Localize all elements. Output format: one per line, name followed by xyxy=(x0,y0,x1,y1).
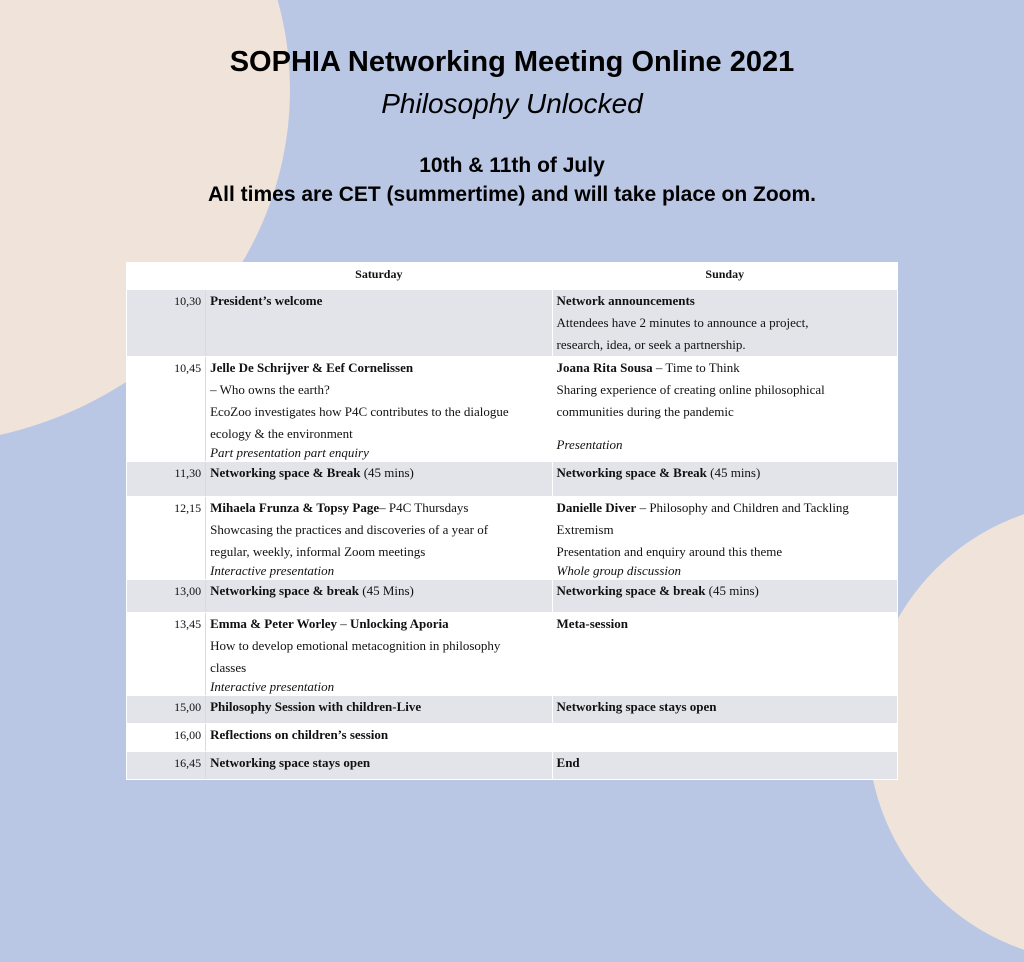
event-dates: 10th & 11th of July xyxy=(419,154,605,177)
table-row xyxy=(127,613,898,696)
sunday-cell xyxy=(552,462,897,497)
session-format: Part presentation part enquiry xyxy=(210,445,369,460)
session-duration: (45 mins) xyxy=(705,583,759,598)
session-presenters: Jelle De Schrijver & Eef Cornelissen xyxy=(210,360,414,375)
session-description: Attendees have 2 minutes to announce a project, xyxy=(556,315,809,330)
time-cell: 16,00 xyxy=(127,724,206,752)
session-description: research, idea, or seek a partnership. xyxy=(556,337,746,352)
sunday-cell xyxy=(552,613,897,696)
session-title: Unlocking Aporia xyxy=(350,616,449,631)
session-format: Interactive presentation xyxy=(210,679,335,694)
session-presenters: Emma & Peter Worley xyxy=(210,616,338,631)
saturday-cell xyxy=(206,752,552,780)
table-row xyxy=(127,580,898,613)
session-title: Philosophy Session with children-Live xyxy=(210,699,422,714)
sunday-cell xyxy=(552,580,897,613)
session-title: Networking space stays open xyxy=(556,699,717,714)
session-duration: (45 mins) xyxy=(706,465,761,480)
session-description: regular, weekly, informal Zoom meetings xyxy=(210,544,426,559)
session-presenters: Joana Rita Sousa xyxy=(556,360,653,375)
session-title: Meta-session xyxy=(556,616,629,631)
session-title: – P4C Thursdays xyxy=(379,500,469,515)
session-title: Extremism xyxy=(556,522,614,537)
session-description: Showcasing the practices and discoveries of a year of xyxy=(210,522,489,537)
session-separator: – xyxy=(337,616,351,631)
time-cell: 13,00 xyxy=(127,580,206,613)
schedule-table xyxy=(126,262,898,780)
table-row xyxy=(127,462,898,497)
time-cell: 15,00 xyxy=(127,696,206,724)
table-row xyxy=(127,357,898,462)
time-cell: 13,45 xyxy=(127,613,206,696)
table-row xyxy=(127,752,898,780)
page-subtitle: Philosophy Unlocked xyxy=(381,88,643,119)
session-title: Networking space & Break xyxy=(556,465,707,480)
session-title: End xyxy=(556,755,580,770)
session-title: Networking space & break xyxy=(210,583,359,598)
session-title: Networking space & break xyxy=(556,583,706,598)
saturday-cell xyxy=(206,290,552,357)
time-cell: 10,45 xyxy=(127,357,206,462)
session-title: Network announcements xyxy=(556,293,695,308)
session-description: classes xyxy=(210,660,247,675)
sunday-cell xyxy=(552,696,897,724)
saturday-cell xyxy=(206,580,552,613)
session-description: Sharing experience of creating online philosophical xyxy=(556,382,825,397)
session-duration: (45 Mins) xyxy=(358,583,414,598)
schedule-header-row xyxy=(127,263,898,290)
session-title: Reflections on children’s session xyxy=(210,727,389,742)
saturday-cell xyxy=(206,357,552,462)
sunday-cell xyxy=(552,357,897,462)
session-description: communities during the pandemic xyxy=(556,404,734,419)
table-row xyxy=(127,290,898,357)
session-description: Presentation and enquiry around this theme xyxy=(556,544,783,559)
session-format: Interactive presentation xyxy=(210,563,335,578)
sunday-cell xyxy=(552,290,897,357)
saturday-cell xyxy=(206,724,552,752)
session-format: Whole group discussion xyxy=(556,563,681,578)
time-cell: 16,45 xyxy=(127,752,206,780)
table-row xyxy=(127,497,898,580)
session-format: Presentation xyxy=(556,437,623,452)
session-presenters: Mihaela Frunza & Topsy Page xyxy=(210,500,380,515)
page-title: SOPHIA Networking Meeting Online 2021 xyxy=(229,46,795,78)
sunday-cell xyxy=(552,497,897,580)
table-row xyxy=(127,724,898,752)
session-title: – Philosophy and Children and Tackling xyxy=(636,500,849,515)
sunday-cell xyxy=(552,724,897,752)
session-duration: (45 mins) xyxy=(360,465,414,480)
saturday-cell xyxy=(206,497,552,580)
time-cell: 10,30 xyxy=(127,290,206,357)
column-header-sunday: Sunday xyxy=(552,263,897,290)
sunday-cell xyxy=(552,752,897,780)
table-row xyxy=(127,696,898,724)
time-cell: 11,30 xyxy=(127,462,206,497)
saturday-cell xyxy=(206,696,552,724)
saturday-cell xyxy=(206,462,552,497)
session-title: – Who owns the earth? xyxy=(210,382,330,397)
session-description: ecology & the environment xyxy=(210,426,353,441)
session-presenters: Danielle Diver xyxy=(556,500,637,515)
timezone-note: All times are CET (summertime) and will take place on Zoom. xyxy=(208,183,816,206)
session-title: – Time to Think xyxy=(652,360,740,375)
column-header-saturday: Saturday xyxy=(206,263,552,290)
session-title: Networking space stays open xyxy=(210,755,371,770)
time-cell: 12,15 xyxy=(127,497,206,580)
session-title: President’s welcome xyxy=(210,293,323,308)
saturday-cell xyxy=(206,613,552,696)
session-description: How to develop emotional metacognition in philosophy xyxy=(210,638,501,653)
session-title: Networking space & Break xyxy=(210,465,361,480)
session-description: EcoZoo investigates how P4C contributes to the dialogue xyxy=(210,404,509,419)
column-header-time xyxy=(127,263,206,290)
